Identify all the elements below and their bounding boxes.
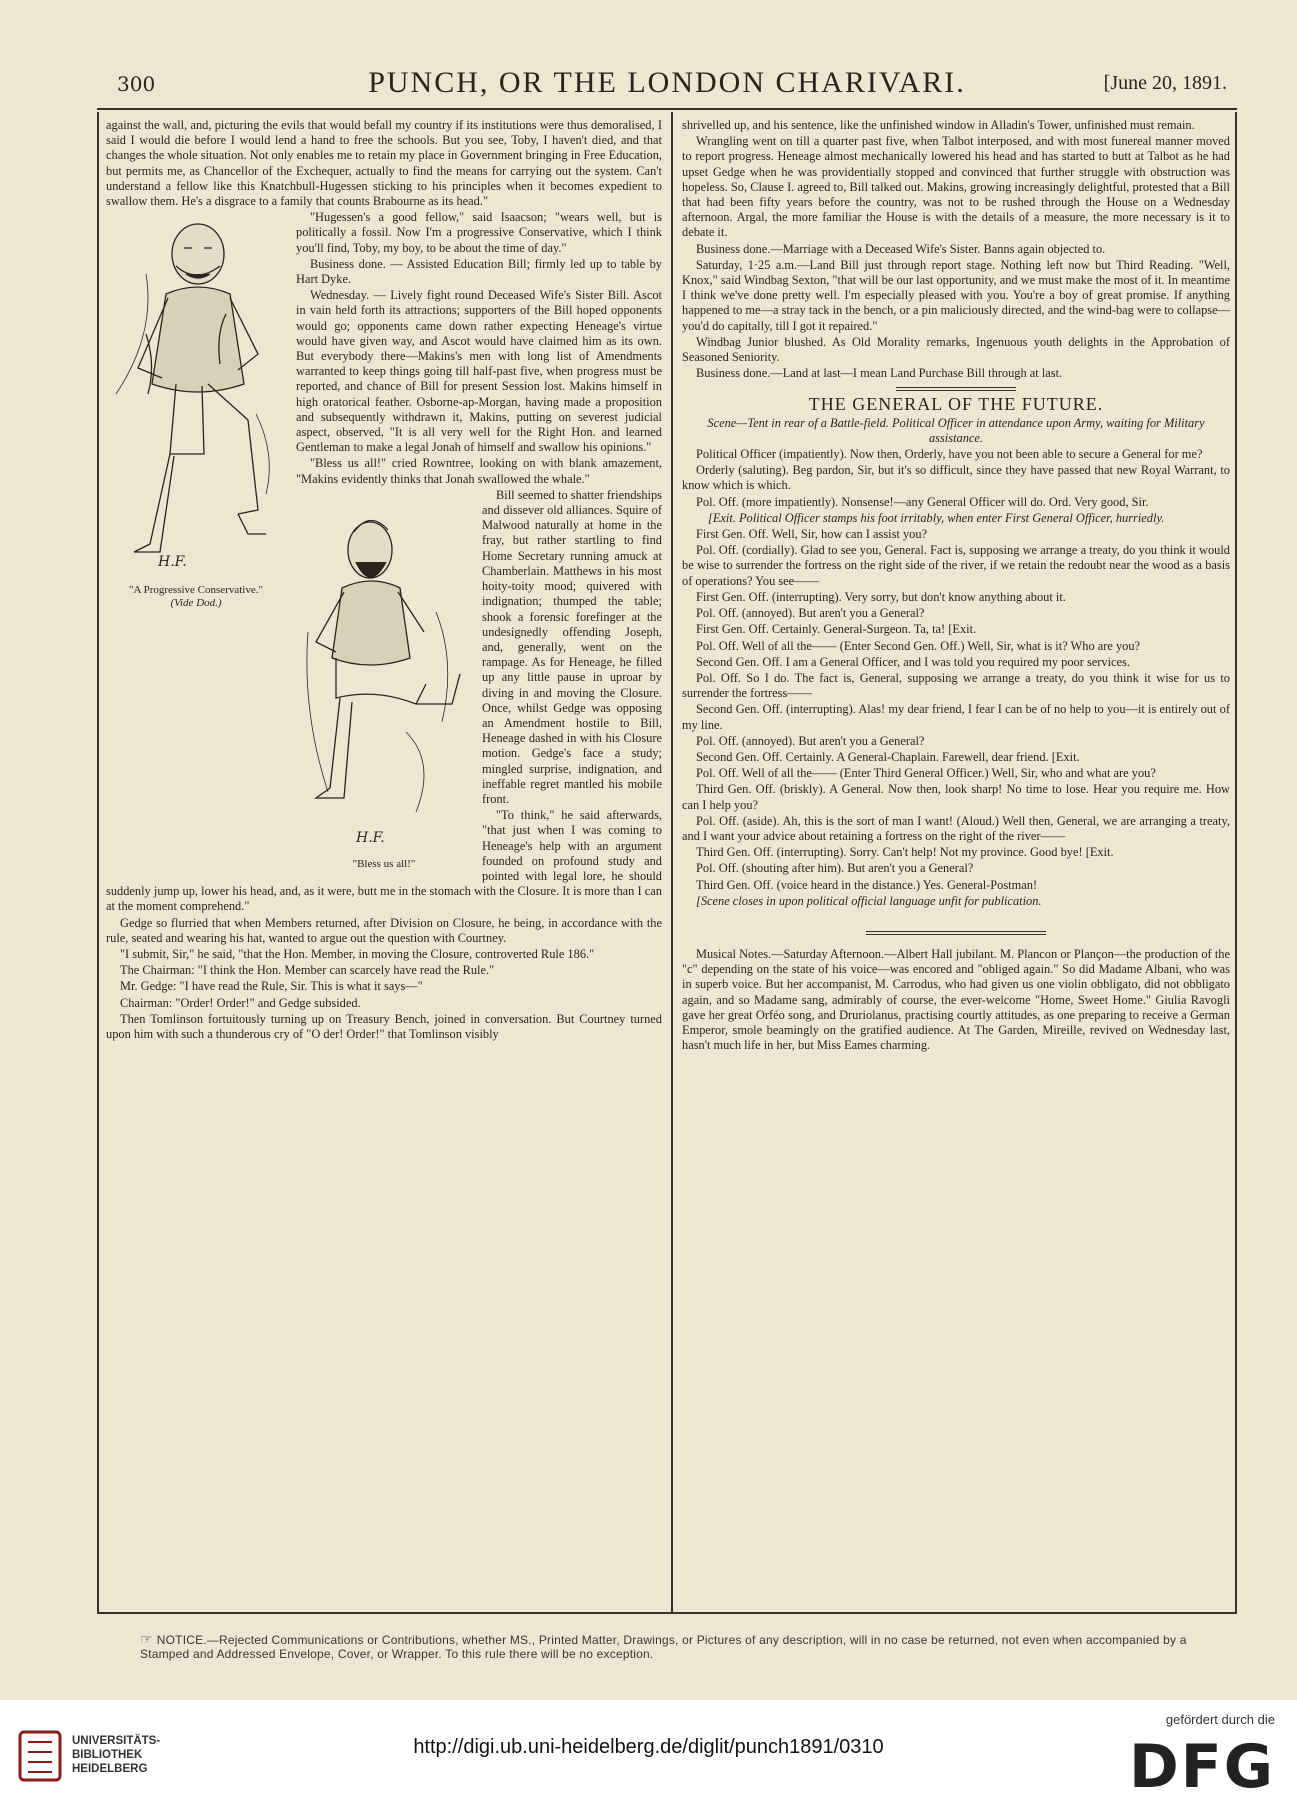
dialogue-line: First Gen. Off. (interrupting). Very sorry, but don't know anything about it. (696, 589, 1066, 604)
library-name-line: HEIDELBERG (72, 1763, 148, 1775)
dialogue-line: Pol. Off. So I do. The fact is, General, supposing we arrange a treaty, do you think it wise for us to surrender the fortress—— (682, 670, 1230, 701)
paragraph: shrivelled up, and his sentence, like the unfinished window in Alladin's Tower, unfinished must remain. (682, 118, 1195, 132)
section-divider (866, 931, 1046, 935)
paragraph: Mr. Gedge: "I have read the Rule, Sir. This is what it says—" (120, 979, 423, 994)
closing-direction: [Scene closes in upon political official language unfit for publication. (696, 893, 1042, 908)
paragraph: Business done.—Land at last—I mean Land Purchase Bill through at last. (696, 366, 1063, 381)
dialogue-line: First Gen. Off. Certainly. General-Surgeon. Ta, ta! [Exit. (696, 622, 977, 637)
masthead-title: PUNCH, OR THE LONDON CHARIVARI. (368, 66, 966, 99)
sponsor-label: gefördert durch die (1165, 1712, 1275, 1727)
svg-text:H.F.: H.F. (158, 554, 187, 571)
dialogue-line: Pol. Off. (more impatiently). Nonsense!—any General Officer will do. Ord. Very good, Sir. (696, 494, 1149, 509)
figure-caption: "Bless us all!" (352, 857, 416, 870)
svg-text:H.F.: H.F. (356, 829, 385, 846)
paragraph: against the wall, and, picturing the evils that would befall my country if its institutions were thus demoralised, I said I would die before I would lend a hand to free the schools. But you see, Toby, I haven't died, and that changes the whole situation. Not only enables me to retain my place in Government bringing in Free Education, but permits me, as Chancellor of the Exchequer, actually to find the means for carrying out the system. Can't understand a fellow like this Knatchbull-Hugessen sticking to his principles when it becomes expedient to swallow them. He's a disgrace to a family that counts Brabourne as its head." (106, 118, 662, 209)
dialogue-line: Pol. Off. (annoyed). But aren't you a General? (696, 733, 925, 748)
paragraph: Business done. — Assisted Education Bill; firmly led up to table by Hart Dyke. (296, 256, 662, 287)
paragraph: Then Tomlinson fortuitously turning up on Treasury Bench, joined in conversation. But Courtney turned upon him with such a thunderous cry of "O der! Order!" that Tomlinson visibly (106, 1011, 662, 1041)
issue-date: [June 20, 1891. (1103, 72, 1227, 94)
paragraph: "Bless us all!" cried Rowntree, looking on with blank amazement, "Makins evidently thinks that Jonah swallowed the whale." (296, 456, 662, 486)
paragraph: "Hugessen's a good fellow," said Isaacson; "wears well, but is politically a fossil. Now I'm a progressive Conservative, which I think you'll find, Toby, my boy, to be about the time of day." (296, 210, 662, 255)
dialogue-line: Third Gen. Off. (interrupting). Sorry. Can't help! Not my province. Good bye! [Exit. (696, 845, 1114, 860)
digitization-footer (0, 1700, 1297, 1810)
dialogue-line: Second Gen. Off. (interrupting). Alas! my dear friend, I fear I can be of no help to you—it is entirely out of my line. (682, 702, 1230, 732)
paragraph: Chairman: "Order! Order!" and Gedge subsided. (120, 995, 361, 1010)
column-divider (671, 112, 673, 1614)
pointing-hand-icon: ☞ (140, 1631, 153, 1647)
paragraph: Windbag Junior blushed. As Old Morality remarks, Ingenuous youth delights in the Approbation of Seasoned Seniority. (682, 334, 1230, 365)
illustration-bless-us-all (296, 492, 472, 871)
dialogue-line: Pol. Off. Well of all the—— (Enter Third General Officer.) Well, Sir, who and what are you? (696, 766, 1156, 781)
permalink-url[interactable]: http://digi.ub.uni-heidelberg.de/diglit/punch1891/0310 (413, 1736, 884, 1758)
dialogue-line: Second Gen. Off. I am a General Officer, and I was told you required my poor services. (696, 654, 1130, 669)
dialogue-line: Pol. Off. (aside). Ah, this is the sort of man I want! (Aloud.) Well then, General, we are arranging a treaty, and I want your advice about retaining a fortress on the right of the river—— (682, 813, 1230, 843)
paragraph: Gedge so flurried that when Members returned, after Division on Closure, he being, in accordance with the rule, seated and wearing his hat, wanted to argue out the question with Courtney. (106, 915, 662, 945)
musical-notes-paragraph: Musical Notes.—Saturday Afternoon.—Albert Hall jubilant. M. Plancon or Plançon—the production of the "c" depending on the state of his voice—was encored and "obliged again." So did Madame Albani, who was in superb voice. But her accompanist, M. Carrodus, who had given us one violin obbligato, did not obbligato again, and so Madame sang, admirably of course, the ever-welcome "Home, Sweet Home." Giulia Ravogli gave her great Orféo song, and Druriolanus, practising courtly attitudes, as one preparing to receive a German Emperor, smole beamingly on the gratified audience. At The Garden, Mireille, revived on Wednesday last, hasn't much life in her, but Miss Eames charming. (682, 946, 1230, 1053)
section-title: THE GENERAL OF THE FUTURE. (808, 394, 1104, 415)
dialogue-line: First Gen. Off. Well, Sir, how can I assist you? (696, 527, 928, 542)
figure-caption-note: (Vide Dod.) (170, 597, 222, 610)
dialogue-line: Orderly (saluting). Beg pardon, Sir, but it's so difficult, since they have passed that new Royal Warrant, to know which is which. (682, 463, 1230, 493)
page-header (97, 58, 1237, 110)
dialogue-line: Third Gen. Off. (briskly). A General. Now then, look sharp! No time to lose. Hear you require me. How can I help you? (682, 782, 1230, 812)
dialogue-line: Pol. Off. (shouting after him). But aren't you a General? (696, 861, 974, 876)
notice-text: NOTICE.—Rejected Communications or Contributions, whether MS., Printed Matter, Drawings, or Pictures of any description, will in no case be returned, not even when accompanied by a Stamped and Addressed Envelope, Cover, or Wrapper. To this rule there will be no exception. (140, 1633, 1187, 1661)
dfg-logo: DFG (1128, 1732, 1275, 1802)
rejected-communications-notice (140, 1632, 1220, 1661)
section-divider (896, 387, 1016, 391)
caricature-drawing (296, 492, 472, 858)
paragraph: Bill seemed to shatter friendships and dissever old alliances. Squire of Malwood naturally at home in the fray, but rather startling to find Home Secretary running amuck at Chamberlain. Matthews in his most hoity-toity mood; quivered with indignation; thumped the table; shook a forensic forefinger at the undesignedly offending Joseph, and, generally, went on the rampage. As for Heneage, he filled up any little pause in uproar by diving in and moving the Closure. Once, whilst Gedge was opposing an Amendment hostile to Bill, Heneage dashed in with his Closure motion. Gedge's face a study; mingled surprise, indignation, and ineffable regret mantled his mobile front. (482, 487, 662, 806)
library-name-line: BIBLIOTHEK (72, 1749, 143, 1761)
paragraph: "I submit, Sir," he said, "that the Hon. Member, in moving the Closure, controverted Rule 186." (120, 946, 595, 961)
dialogue-line: Pol. Off. (cordially). Glad to see you, General. Fact is, supposing we arrange a treaty, do you think it would be wise to surrender the fortress on the right side of the river, if we retain the redoubt near the wood as a basis of operations? You see—— (682, 543, 1230, 588)
right-column (682, 118, 1230, 1054)
paragraph: The Chairman: "I think the Hon. Member can scarcely have read the Rule." (120, 963, 495, 978)
dialogue-line: Political Officer (impatiently). Now then, Orderly, have you not been able to secure a General for me? (696, 447, 1203, 462)
paragraph: "To think," he said afterwards, "that just when I was coming to Heneage's help with an argument founded on profound study and pointed with legal lore, he should suddenly jump up, lower his head, and, as it were, butt me in the stomach with the Closure. It is more than I can at the moment comprehend." (106, 808, 662, 914)
sponsor-block (1128, 1712, 1275, 1802)
dialogue-line: Pol. Off. (annoyed). But aren't you a General? (696, 606, 925, 621)
dialogue-line: Second Gen. Off. Certainly. A General-Chaplain. Farewell, dear friend. [Exit. (696, 749, 1080, 764)
dialogue-line: Pol. Off. Well of all the—— (Enter Second Gen. Off.) Well, Sir, what is it? Who are you? (696, 638, 1141, 653)
figure-caption: "A Progressive Conservative." (129, 584, 263, 597)
library-name-line: UNIVERSITÄTS- (72, 1735, 161, 1747)
caricature-drawing (106, 214, 286, 584)
left-column (106, 118, 662, 1043)
scene-direction: Scene—Tent in rear of a Battle-field. Political Officer in attendance upon Army, waiting for Military assistance. (707, 415, 1205, 445)
paragraph: Business done.—Marriage with a Deceased Wife's Sister. Banns again objected to. (696, 241, 1106, 256)
stage-direction: [Exit. Political Officer stamps his foot irritably, when enter First General Officer, hurriedly. (708, 510, 1165, 525)
paragraph: Saturday, 1·25 a.m.—Land Bill just through report stage. Nothing left now but Third Reading. "Well, Knox," said Windbag Sexton, "that will be our last opportunity, and we must make the most of it. In meantime I think we've done pretty well. I'm especially pleased with you. You're a boy of great promise. If anything happened to me—a stray tack in the bench, or a pin maliciously directed, and the wind-bag were to collapse—you'd do capitally, till I got it repaired." (682, 257, 1230, 333)
dialogue-line: Third Gen. Off. (voice heard in the distance.) Yes. General-Postman! (696, 877, 1038, 892)
page-number: 300 (117, 72, 156, 96)
illustration-progressive-conservative (106, 214, 286, 610)
paragraph: Wrangling went on till a quarter past five, when Talbot interposed, and with most funereal manner moved to report progress. Heneage almost mechanically lowered his head and has started to butt at Talbot as he had upset Gedge when he was providentially stopped and convinced that further struggle with obstruction was hopeless. So, Clause I. agreed to, Bill talked out. Makins, growing increasingly delightful, protested that a Bill that had been fifty years before the country, was not to be rushed through the House on a Wednesday afternoon. Argal, the more familiar the House is with the details of a measure, the more necessary is it to debate it. (682, 134, 1230, 240)
paragraph: Wednesday. — Lively fight round Deceased Wife's Sister Bill. Ascot in vain held forth its attractions; supporters of the Bill hoped opponents would go; opponents came down rather expecting Heneage's virtue would have given way, and Ascot would have claimed him as its own. But everybody there—Makins's men with long list of Amendments warranted to keep things going till half-past five, when progress must be reported, and chance of Bill for present Session lost. Makins himself in high oratorical feather. Osborne-ap-Morgan, having made a proposition and subsequently withdrawn it, Makins, putting on severest judicial aspect, observed, "It is all very well for the Right Hon. and learned Gentleman to make a legal Jonah of himself and swallow his opinions." (296, 288, 662, 455)
